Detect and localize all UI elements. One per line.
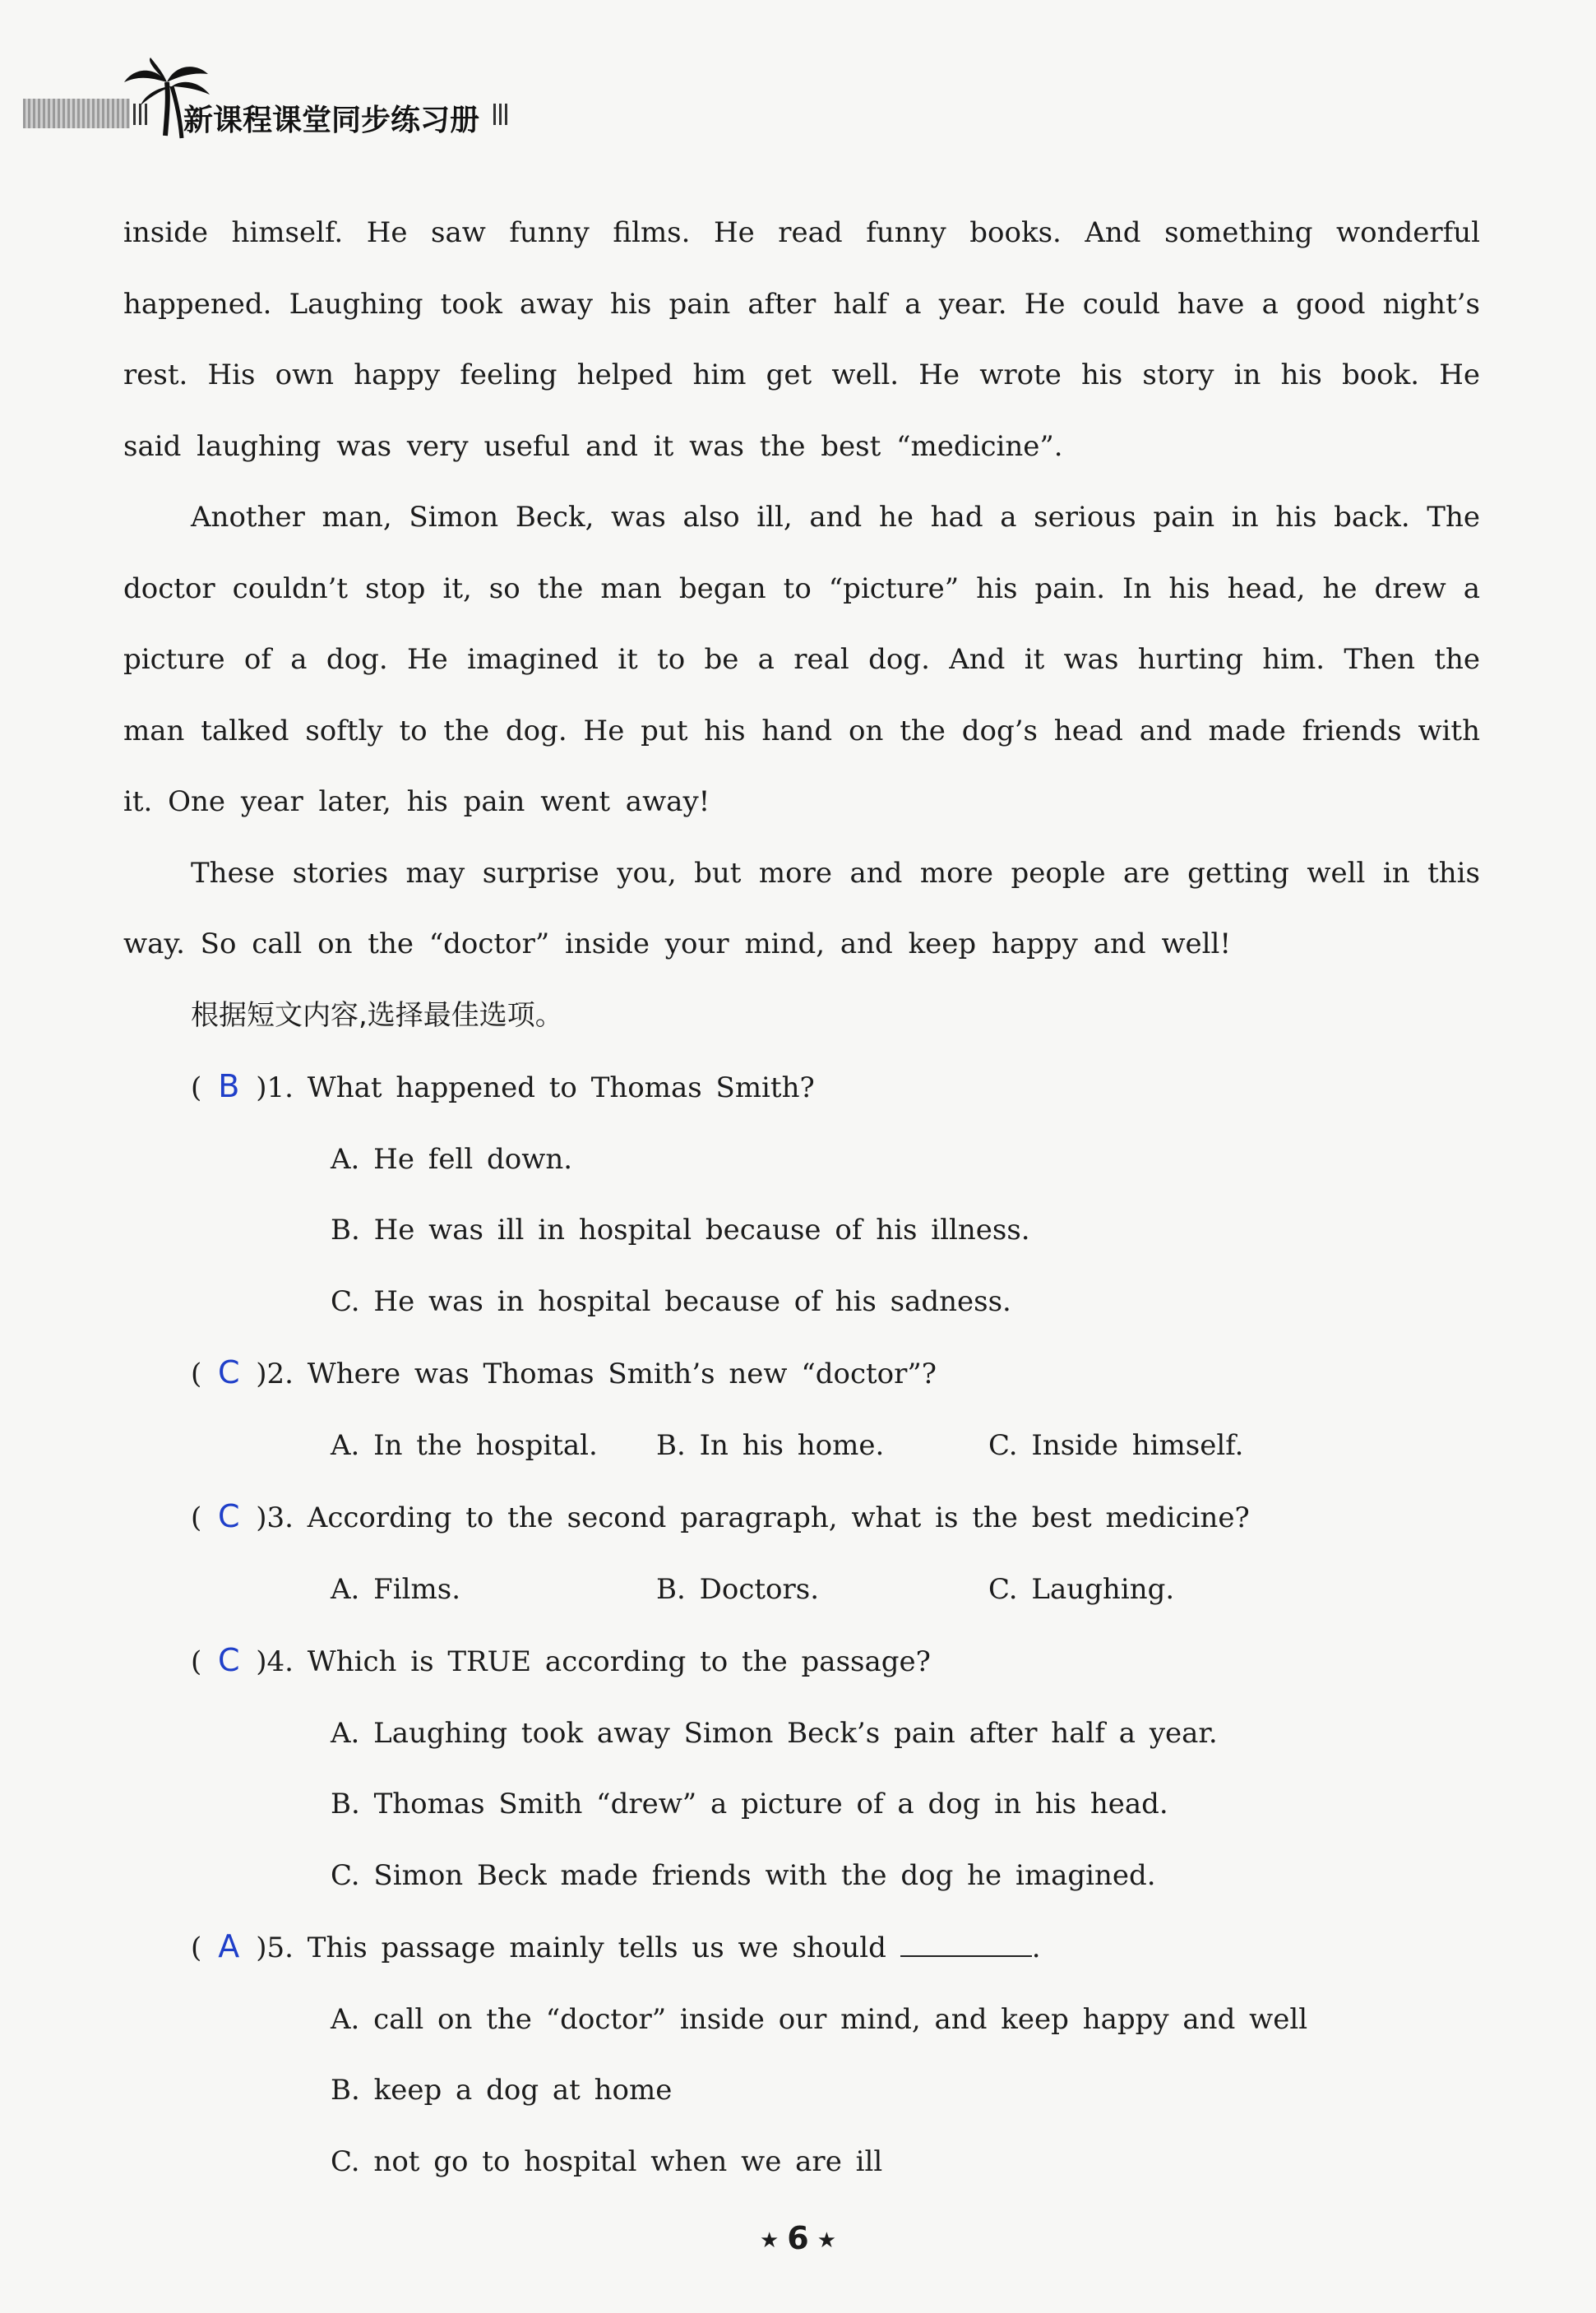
answer-mark: C [217, 1498, 240, 1534]
option-a: A. call on the “doctor” inside our mind, and keep happy and well [331, 2002, 1308, 2036]
answer-mark: B [218, 1068, 240, 1104]
page-content [123, 197, 1480, 2197]
option-c: C. not go to hospital when we are ill [331, 2144, 883, 2178]
option-c: C. He was in hospital because of his sadness. [331, 1284, 1011, 1318]
passage-paragraph-2: Another man, Simon Beck, was also ill, and he had a serious pain in his back. The doctor couldn’t stop it, so the man began to “picture” his pain. In his head, he drew a picture of a dog. He imagined it to be a real dog. And it was hurting him. Then the man talked softly to the dog. He put his hand on the dog’s head and made friends with it. One year later, his pain went away! [123, 501, 1480, 818]
options-row [123, 1554, 1480, 1626]
question-stem: ( C )4. Which is TRUE according to the passage? [123, 1625, 1480, 1698]
option-c: C. Inside himself. [988, 1428, 1244, 1462]
answer-blank [900, 1934, 1032, 1957]
question-4 [123, 1625, 1480, 1911]
header-decoration-bar [23, 99, 130, 128]
question-stem: ( C )3. According to the second paragraph, what is the best medicine? [123, 1481, 1480, 1554]
question-text: )1. What happened to Thomas Smith? [256, 1071, 815, 1104]
option-b: B. He was ill in hospital because of his illness. [331, 1214, 1030, 1247]
question-stem: ( C )2. Where was Thomas Smith’s new “doctor”? [123, 1337, 1480, 1410]
option-a: A. Films. [331, 1572, 461, 1606]
question-text: )2. Where was Thomas Smith’s new “doctor”? [256, 1358, 937, 1390]
option-b: B. keep a dog at home [331, 2074, 673, 2107]
question-1 [123, 1051, 1480, 1337]
option-a: A. In the hospital. [331, 1428, 598, 1462]
header-decoration-lines-end [493, 104, 508, 125]
option-b: B. In his home. [656, 1428, 885, 1462]
option-a: A. Laughing took away Simon Beck’s pain after half a year. [331, 1716, 1218, 1750]
page-number: 6 [787, 2220, 809, 2256]
question-stem: ( A )5. This passage mainly tells us we should . [123, 1911, 1480, 1984]
question-text-end: . [1031, 1931, 1041, 1964]
option-b: B. Doctors. [656, 1572, 820, 1606]
option-a: A. He fell down. [331, 1142, 573, 1176]
question-5 [123, 1911, 1480, 2197]
question-text: )4. Which is TRUE according to the passage? [256, 1645, 931, 1678]
answer-mark: C [217, 1354, 240, 1390]
page-header [23, 58, 599, 148]
passage-paragraph-1: inside himself. He saw funny films. He read funny books. And something wonderful happened. Laughing took away his pain after half a year. He could have a good night’s rest. His own happy feeling helped him get well. He wrote his story in his book. He said laughing was very useful and it was the best “medicine”. [123, 216, 1480, 463]
question-2 [123, 1337, 1480, 1481]
answer-mark: C [217, 1642, 240, 1678]
option-c: C. Simon Beck made friends with the dog he imagined. [331, 1858, 1156, 1892]
question-text: )5. This passage mainly tells us we should [256, 1931, 886, 1964]
question-stem: ( B )1. What happened to Thomas Smith? [123, 1051, 1480, 1124]
header-decoration-lines [133, 104, 148, 125]
options-row [123, 1410, 1480, 1482]
page-footer [0, 2220, 1596, 2256]
question-3 [123, 1481, 1480, 1625]
option-c: C. Laughing. [988, 1572, 1175, 1606]
option-b: B. Thomas Smith “drew” a picture of a dog in his head. [331, 1788, 1168, 1820]
passage-paragraph-3: These stories may surprise you, but more and more people are getting well in this way. So call on the “doctor” inside your mind, and keep happy and well! [123, 856, 1480, 960]
instruction-text: 根据短文内容,选择最佳选项。 [191, 998, 563, 1032]
question-text: )3. According to the second paragraph, what is the best medicine? [256, 1501, 1250, 1534]
header-title: 新课程课堂同步练习册 [183, 104, 480, 137]
answer-mark: A [218, 1928, 240, 1964]
star-icon: ★ [817, 2227, 837, 2253]
star-icon: ★ [759, 2227, 779, 2253]
